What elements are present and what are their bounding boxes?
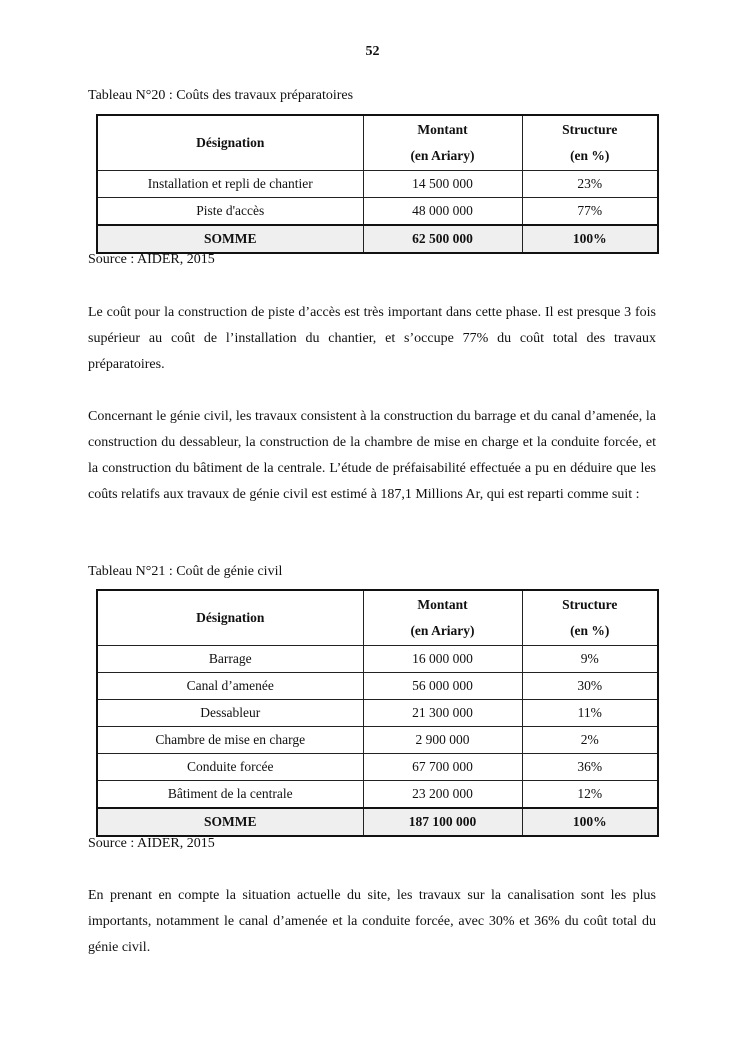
cell-montant: 56 000 000: [363, 673, 522, 700]
cell-structure: 23%: [522, 171, 658, 198]
table-total-row: [97, 225, 658, 253]
cell-structure: 36%: [522, 754, 658, 781]
cell-designation: Dessableur: [97, 700, 363, 727]
table-total-row: [97, 808, 658, 836]
total-designation: SOMME: [97, 808, 363, 836]
cell-structure: 11%: [522, 700, 658, 727]
header-structure-line2: (en %): [570, 623, 610, 638]
cell-montant: 14 500 000: [363, 171, 522, 198]
table-header-row: [97, 590, 658, 646]
header-montant-line2: (en Ariary): [410, 148, 475, 163]
paragraph-3: En prenant en compte la situation actuelle du site, les travaux sur la canalisation sont les plus importants, notamment le canal d’amenée et la conduite forcée, avec 30% et 36% du coût total du génie civil.: [88, 888, 656, 955]
paragraph-1: Le coût pour la construction de piste d’accès est très important dans cette phase. Il est presque 3 fois supérieur au coût de l’installation du chantier, et s’occupe 77% du coût total des travaux préparatoires.: [88, 305, 656, 372]
cell-designation: Chambre de mise en charge: [97, 727, 363, 754]
total-designation: SOMME: [97, 225, 363, 253]
table-row: [97, 646, 658, 673]
cell-designation: Piste d'accès: [97, 198, 363, 226]
total-montant: 187 100 000: [363, 808, 522, 836]
cell-montant: 2 900 000: [363, 727, 522, 754]
cell-montant: 48 000 000: [363, 198, 522, 226]
total-structure: 100%: [522, 225, 658, 253]
header-montant: [363, 115, 522, 171]
cell-designation: Conduite forcée: [97, 754, 363, 781]
cell-structure: 2%: [522, 727, 658, 754]
header-montant: [363, 590, 522, 646]
table-row: [97, 754, 658, 781]
header-montant-line1: Montant: [417, 597, 468, 612]
header-designation: Désignation: [97, 590, 363, 646]
table-header-row: [97, 115, 658, 171]
table-row: [97, 198, 658, 226]
table-row: [97, 700, 658, 727]
cell-montant: 21 300 000: [363, 700, 522, 727]
table-20-caption: Tableau N°20 : Coûts des travaux préparatoires: [88, 88, 354, 103]
header-structure-line1: Structure: [562, 597, 618, 612]
cell-designation: Installation et repli de chantier: [97, 171, 363, 198]
cell-montant: 16 000 000: [363, 646, 522, 673]
cell-structure: 9%: [522, 646, 658, 673]
header-structure-line1: Structure: [562, 122, 618, 137]
cell-structure: 77%: [522, 198, 658, 226]
table-21: [96, 589, 659, 837]
table-row: [97, 673, 658, 700]
cell-montant: 23 200 000: [363, 781, 522, 809]
table-row: [97, 727, 658, 754]
header-structure: [522, 115, 658, 171]
header-montant-line2: (en Ariary): [410, 623, 475, 638]
header-designation: Désignation: [97, 115, 363, 171]
total-structure: 100%: [522, 808, 658, 836]
table-20: [96, 114, 659, 254]
table-row: [97, 781, 658, 809]
table-row: [97, 171, 658, 198]
table-21-caption: Tableau N°21 : Coût de génie civil: [88, 564, 283, 579]
cell-designation: Canal d’amenée: [97, 673, 363, 700]
table-21-source: Source : AIDER, 2015: [88, 836, 215, 851]
cell-designation: Barrage: [97, 646, 363, 673]
total-montant: 62 500 000: [363, 225, 522, 253]
header-structure: [522, 590, 658, 646]
header-structure-line2: (en %): [570, 148, 610, 163]
cell-structure: 30%: [522, 673, 658, 700]
cell-structure: 12%: [522, 781, 658, 809]
paragraph-2: Concernant le génie civil, les travaux consistent à la construction du barrage et du canal d’amenée, la construction du dessableur, la construction de la chambre de mise en charge et la conduite forcée, et la construction du bâtiment de la centrale. L’étude de préfaisabilité effectuée a pu en déduire que les coûts relatifs aux travaux de génie civil est estimé à 187,1 Millions Ar, qui est reparti comme suit :: [88, 409, 656, 502]
page-number: 52: [365, 44, 380, 59]
table-20-source: Source : AIDER, 2015: [88, 252, 215, 267]
cell-designation: Bâtiment de la centrale: [97, 781, 363, 809]
cell-montant: 67 700 000: [363, 754, 522, 781]
header-montant-line1: Montant: [417, 122, 468, 137]
